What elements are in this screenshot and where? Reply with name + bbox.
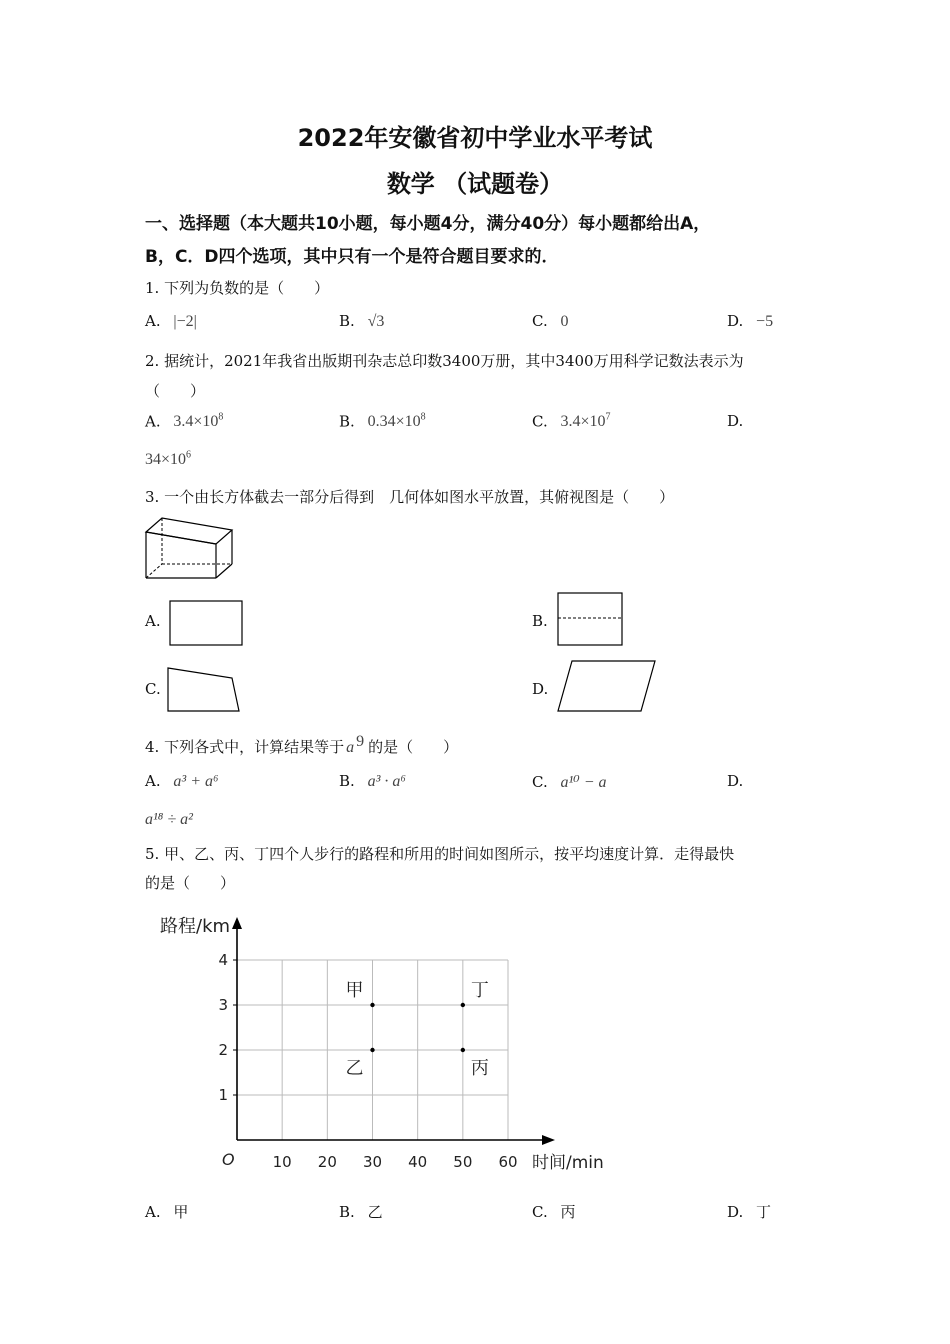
data-point	[461, 1003, 465, 1007]
stem-exp: 9	[356, 733, 365, 750]
data-point-label: 丁	[470, 980, 489, 1001]
option-label: C.	[532, 773, 548, 791]
x-tick-label: 50	[453, 1153, 473, 1171]
question-1-stem: 1. 下列为负数的是（ ）	[145, 279, 330, 297]
option-label: C.	[532, 1203, 548, 1221]
data-point-label: 丙	[470, 1058, 489, 1079]
option-text: a¹⁸ ÷ a²	[145, 811, 193, 828]
data-point	[461, 1048, 465, 1052]
option-text: 乙	[367, 1203, 383, 1221]
q2-option-a[interactable]	[145, 412, 223, 431]
y-axis-label: 路程/km	[160, 916, 231, 937]
q2-option-b[interactable]	[339, 412, 426, 431]
option-text: |−2|	[173, 313, 197, 330]
data-point	[370, 1048, 374, 1052]
option-label: A.	[145, 772, 161, 790]
option-label: B.	[339, 772, 355, 790]
q3-option-a-figure[interactable]	[168, 599, 244, 647]
y-tick-label: 1	[218, 1086, 228, 1104]
question-3-stem: 3. 一个由长方体截去一部分后得到 几何体如图水平放置，其俯视图是（ ）	[145, 488, 675, 506]
q5-option-b[interactable]	[339, 1201, 383, 1222]
option-label: B.	[339, 312, 355, 330]
question-2-stem-line1: 2. 据统计，2021年我省出版期刊杂志总印数3400万册，其中3400万用科学记数法表示为	[145, 352, 744, 370]
q4-option-a[interactable]	[145, 772, 219, 791]
q4-option-c[interactable]	[532, 772, 607, 792]
q1-option-c[interactable]	[532, 312, 569, 331]
x-axis-arrow	[542, 1135, 555, 1145]
y-tick-label: 4	[218, 951, 228, 969]
x-tick-label: 40	[408, 1153, 428, 1171]
section-heading-line2: B，C．D四个选项，其中只有一个是符合题目要求的．	[145, 247, 559, 267]
q3-option-c-figure[interactable]	[166, 666, 244, 714]
option-label: C.	[532, 412, 548, 431]
option-label: D.	[727, 1203, 744, 1221]
x-tick-label: 20	[317, 1153, 337, 1171]
q2-option-d-label[interactable]: D.	[727, 412, 744, 430]
option-exp: 6	[186, 450, 192, 461]
page-subtitle: 数学 （试题卷）	[386, 170, 564, 198]
y-tick-label: 2	[218, 1041, 228, 1059]
page-title: 2022年安徽省初中学业水平考试	[297, 124, 653, 152]
data-point-label: 甲	[345, 980, 364, 1001]
axis-layer	[218, 917, 555, 1171]
option-exp: 8	[420, 412, 426, 423]
q3-option-b-figure[interactable]	[556, 591, 624, 647]
question-5-stem-line2: 的是（ ）	[145, 874, 236, 892]
option-label: A.	[145, 1203, 161, 1221]
option-text: a³ · a⁶	[367, 773, 406, 790]
q2-option-d-text[interactable]	[145, 450, 191, 469]
q1-option-a[interactable]	[145, 312, 197, 331]
x-tick-label: 10	[272, 1153, 292, 1171]
q3-option-d-label[interactable]: D.	[532, 680, 549, 698]
stem-text: 的是（ ）	[368, 738, 459, 756]
option-exp: 7	[605, 412, 611, 423]
stem-var: a	[346, 739, 355, 756]
q1-option-d[interactable]	[727, 312, 773, 331]
option-text: 0	[560, 313, 569, 330]
option-text: a³ + a⁶	[173, 773, 219, 790]
q1-option-b[interactable]	[339, 312, 384, 331]
data-point	[370, 1003, 374, 1007]
y-axis-arrow	[232, 917, 242, 929]
option-base: 34×10	[145, 451, 187, 469]
option-label: D.	[727, 312, 744, 330]
option-exp: 8	[218, 412, 224, 423]
section-heading-line1: 一、选择题（本大题共10小题，每小题4分，满分40分）每小题都给出A，	[145, 214, 711, 234]
option-base: 3.4×10	[560, 413, 606, 431]
cut-cuboid-figure	[140, 512, 240, 584]
q4-option-d-label[interactable]: D.	[727, 772, 744, 790]
q3-option-b-label[interactable]: B.	[532, 612, 548, 630]
option-text: 丁	[756, 1203, 772, 1221]
y-tick-label: 3	[218, 996, 228, 1014]
q4-option-b[interactable]	[339, 772, 406, 791]
q3-option-a-label[interactable]: A.	[145, 612, 161, 630]
option-base: 0.34×10	[367, 413, 421, 431]
q5-option-c[interactable]	[532, 1201, 576, 1222]
q5-option-a[interactable]	[145, 1201, 188, 1222]
option-text: √3	[367, 313, 385, 330]
stem-text: 4. 下列各式中，计算结果等于	[145, 738, 345, 756]
distance-time-chart	[150, 905, 620, 1180]
option-text: a¹⁰ − a	[560, 774, 607, 791]
origin-label: O	[222, 1150, 235, 1169]
option-label: A.	[145, 312, 161, 330]
option-text: −5	[756, 313, 774, 330]
question-4-stem	[145, 733, 458, 757]
q5-option-d[interactable]	[727, 1201, 771, 1222]
option-text: 甲	[173, 1203, 189, 1221]
question-5-stem-line1: 5. 甲、乙、丙、丁四个人步行的路程和所用的时间如图所示，按平均速度计算．走得最快	[145, 845, 735, 863]
option-label: C.	[532, 312, 548, 330]
option-label: B.	[339, 1203, 355, 1221]
option-text: 丙	[560, 1203, 576, 1221]
q3-option-c-label[interactable]: C.	[145, 680, 161, 698]
x-tick-label: 60	[498, 1153, 518, 1171]
data-point-label: 乙	[345, 1058, 364, 1079]
x-axis-label: 时间/min	[532, 1153, 604, 1173]
option-base: 3.4×10	[173, 413, 219, 431]
q2-option-c[interactable]	[532, 412, 611, 431]
q4-option-d-text[interactable]	[145, 810, 193, 829]
question-2-stem-line2: （ ）	[145, 382, 206, 400]
q3-option-d-figure[interactable]	[556, 658, 658, 714]
option-label: A.	[145, 412, 161, 431]
x-tick-label: 30	[362, 1153, 383, 1171]
option-label: B.	[339, 412, 355, 431]
